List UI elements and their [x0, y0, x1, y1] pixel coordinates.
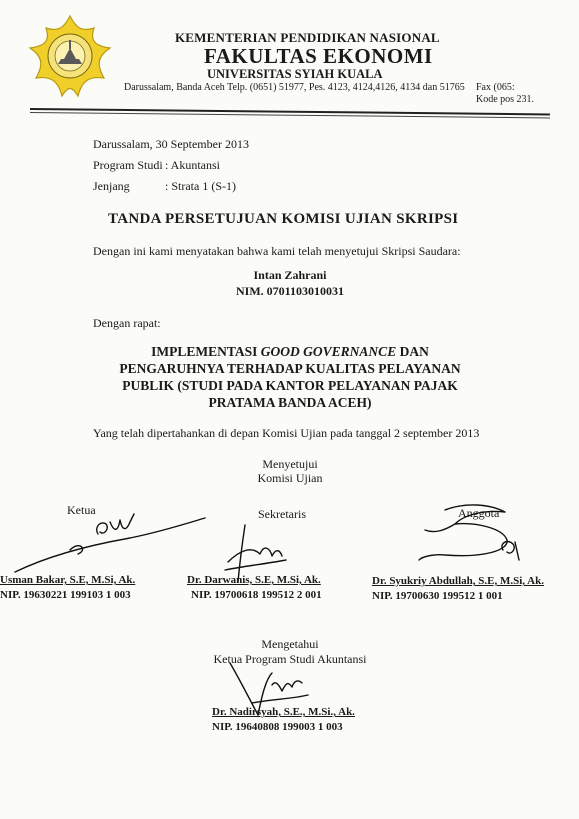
- document-title: TANDA PERSETUJUAN KOMISI UJIAN SKRIPSI: [108, 211, 459, 227]
- secretary-nip: NIP. 19700618 199512 2 001: [191, 589, 322, 601]
- acknowledge-line-2: Ketua Program Studi Akuntansi: [213, 652, 367, 666]
- member-name: Dr. Syukriy Abdullah, S.E, M.Si, Ak.: [372, 575, 544, 587]
- head-of-program-nip: NIP. 19640808 199003 1 003: [212, 721, 343, 733]
- faculty-name: FAKULTAS EKONOMI: [204, 44, 433, 68]
- chair-name: Usman Bakar, S.E, M.Si, Ak.: [0, 574, 136, 586]
- chair-nip: NIP. 19630221 199103 1 003: [0, 589, 131, 601]
- signature-member: [415, 500, 540, 572]
- secretary-name: Dr. Darwanis, S.E, M.Si, Ak.: [187, 574, 321, 586]
- role-secretary: Sekretaris: [258, 507, 306, 521]
- thesis-title: [100, 343, 480, 411]
- fax-number: Fax (065:: [476, 82, 515, 93]
- university-name: UNIVERSITAS SYIAH KUALA: [207, 67, 383, 81]
- member-nip: NIP. 19700630 199512 1 001: [372, 590, 503, 602]
- acknowledge-line-1: Mengetahui: [261, 637, 319, 651]
- defended-statement: Yang telah dipertahankan di depan Komisi Ujian pada tanggal 2 september 2013: [93, 426, 480, 440]
- thesis-title-line-3: PUBLIK (STUDI PADA KANTOR PELAYANAN PAJAK: [122, 378, 458, 393]
- role-chair: Ketua: [67, 503, 96, 517]
- thesis-title-line-4: PRATAMA BANDA ACEH): [208, 395, 372, 410]
- signature-chair: [10, 510, 210, 580]
- address-line: Darussalam, Banda Aceh Telp. (0651) 51977, Pes. 4123, 4124,4126, 4134 dan 51765: [124, 82, 465, 93]
- thesis-title-line-1: IMPLEMENTASI GOOD GOVERNANCE DAN: [151, 344, 429, 359]
- postal-code: Kode pos 231.: [476, 94, 535, 105]
- student-name: Intan Zahrani: [253, 268, 327, 282]
- meeting-label: Dengan rapat:: [93, 316, 161, 330]
- program-value: : Akuntansi: [165, 158, 221, 172]
- approval-line-2: Komisi Ujian: [257, 471, 323, 485]
- intro-text: Dengan ini kami menyatakan bahwa kami telah menyetujui Skripsi Saudara:: [93, 244, 461, 258]
- date-line: Darussalam, 30 September 2013: [93, 137, 249, 151]
- student-nim: NIM. 0701103010031: [236, 284, 344, 298]
- level-label: Jenjang: [93, 179, 130, 193]
- role-member: Anggota: [458, 506, 500, 520]
- thesis-title-line-2: PENGARUHNYA TERHADAP KUALITAS PELAYANAN: [119, 361, 461, 376]
- university-logo: [24, 12, 116, 100]
- level-value: : Strata 1 (S-1): [165, 179, 236, 193]
- ministry-name: KEMENTERIAN PENDIDIKAN NASIONAL: [175, 30, 440, 45]
- approval-line-1: Menyetujui: [262, 457, 318, 471]
- head-of-program-name: Dr. Nadirsyah, S.E., M.Si., Ak.: [212, 706, 355, 718]
- program-label: Program Studi: [93, 158, 163, 172]
